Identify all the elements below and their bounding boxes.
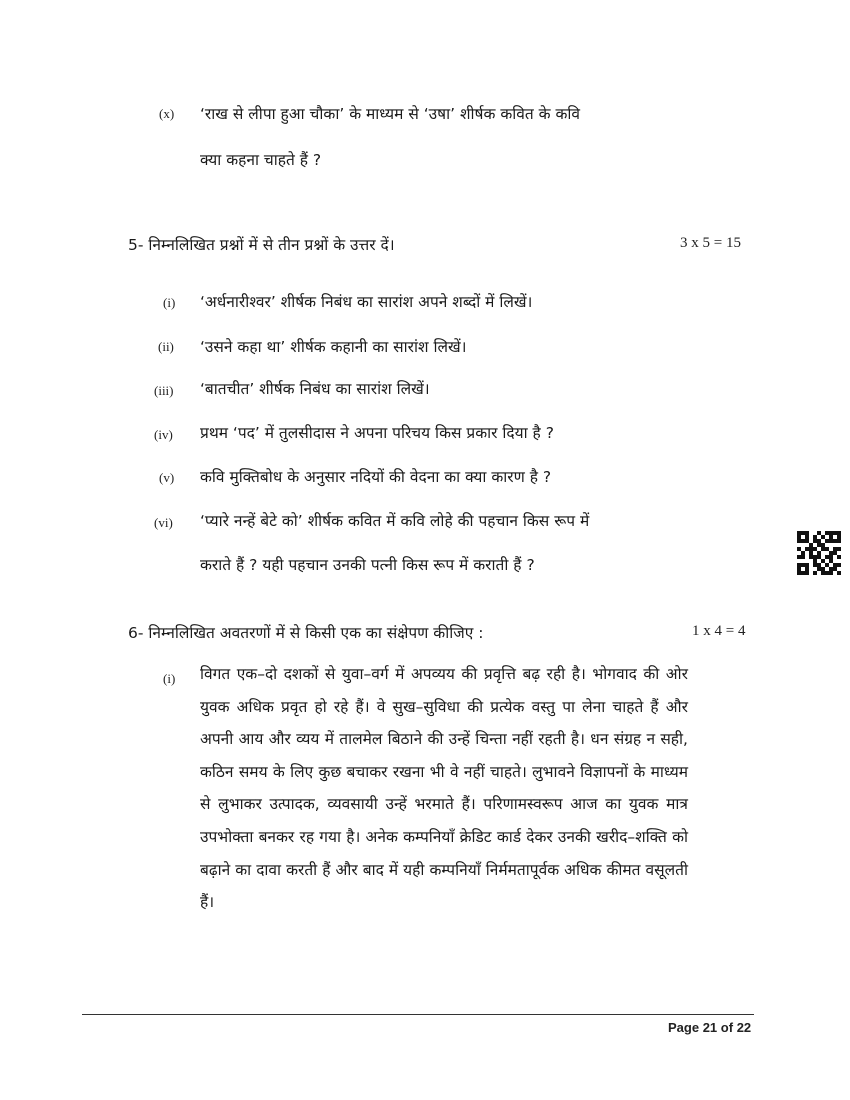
qr-code-icon	[797, 531, 841, 575]
passage-text: विगत एक–दो दशकों से युवा–वर्ग में अपव्यय की प्रवृत्ति बढ़ रही है। भोगवाद की ओर युवक अधिक प्रवृत हो रहे हैं। वे सुख–सुविधा की प्रत्येक वस्तु पा लेना चाहते हैं और अपनी आय और व्यय में तालमेल बिठाने की उन्हें चिन्ता नहीं रहती है। धन संग्रह न सही, कठिन समय के लिए कुछ बचाकर रखना भी वे नहीं चाहते। लुभावने विज्ञापनों के माध्यम से लुभाकर उत्पादक, व्यवसायी उन्हें भरमाते हैं। परिणामस्वरूप आज का युवक मात्र उपभोक्ता बनकर रह गया है। अनेक कम्पनियाँ क्रेडिट कार्ड देकर उनकी खरीद–शक्ति को बढ़ाने का दावा करती हैं और बाद में यही कम्पनियाँ निर्ममतापूर्वक अधिक कीमत वसूलती हैं।	[200, 665, 688, 912]
marks-label: 3 x 5 = 15	[680, 235, 741, 251]
item-number: (iv)	[154, 427, 173, 442]
footer-divider	[82, 1014, 754, 1015]
page-current: 21	[702, 1020, 718, 1035]
marks-label: 1 x 4 = 4	[692, 623, 746, 639]
question-heading: 5- निम्नलिखित प्रश्नों में से तीन प्रश्नों के उत्तर दें।	[128, 236, 395, 254]
question-text-continued: क्या कहना चाहते हैं ?	[200, 151, 322, 169]
question-text: ‘उसने कहा था’ शीर्षक कहानी का सारांश लिखें।	[200, 338, 467, 356]
question-text: ‘प्यारे नन्हें बेटे को’ शीर्षक कवित में कवि लोहे की पहचान किस रूप में	[200, 512, 590, 530]
question-text: कवि मुक्तिबोध के अनुसार नदियों की वेदना का क्या कारण है ?	[200, 468, 552, 486]
page-total: 22	[736, 1020, 752, 1035]
page-number	[668, 1020, 751, 1035]
question-text: प्रथम ‘पद’ में तुलसीदास ने अपना परिचय किस प्रकार दिया है ?	[200, 424, 554, 442]
item-number: (v)	[159, 470, 175, 485]
question-text: ‘अर्धनारीश्वर’ शीर्षक निबंध का सारांश अपने शब्दों में लिखें।	[200, 293, 533, 311]
item-number: (iii)	[154, 383, 174, 398]
question-heading: 6- निम्नलिखित अवतरणों में से किसी एक का संक्षेपण कीजिए :	[128, 624, 484, 642]
page-label: Page	[668, 1020, 700, 1035]
item-number: (i)	[163, 671, 176, 686]
item-number: (vi)	[154, 515, 173, 530]
page-of: of	[720, 1020, 734, 1035]
question-text-continued: कराते हैं ? यही पहचान उनकी पत्नी किस रूप में कराती हैं ?	[200, 556, 535, 574]
question-text: ‘राख से लीपा हुआ चौका’ के माध्यम से ‘उषा’ शीर्षक कवित के कवि	[200, 105, 580, 123]
item-number: (i)	[163, 295, 176, 310]
item-number: (x)	[159, 106, 175, 121]
question-text: ‘बातचीत’ शीर्षक निबंध का सारांश लिखें।	[200, 380, 430, 398]
item-number: (ii)	[158, 339, 174, 354]
